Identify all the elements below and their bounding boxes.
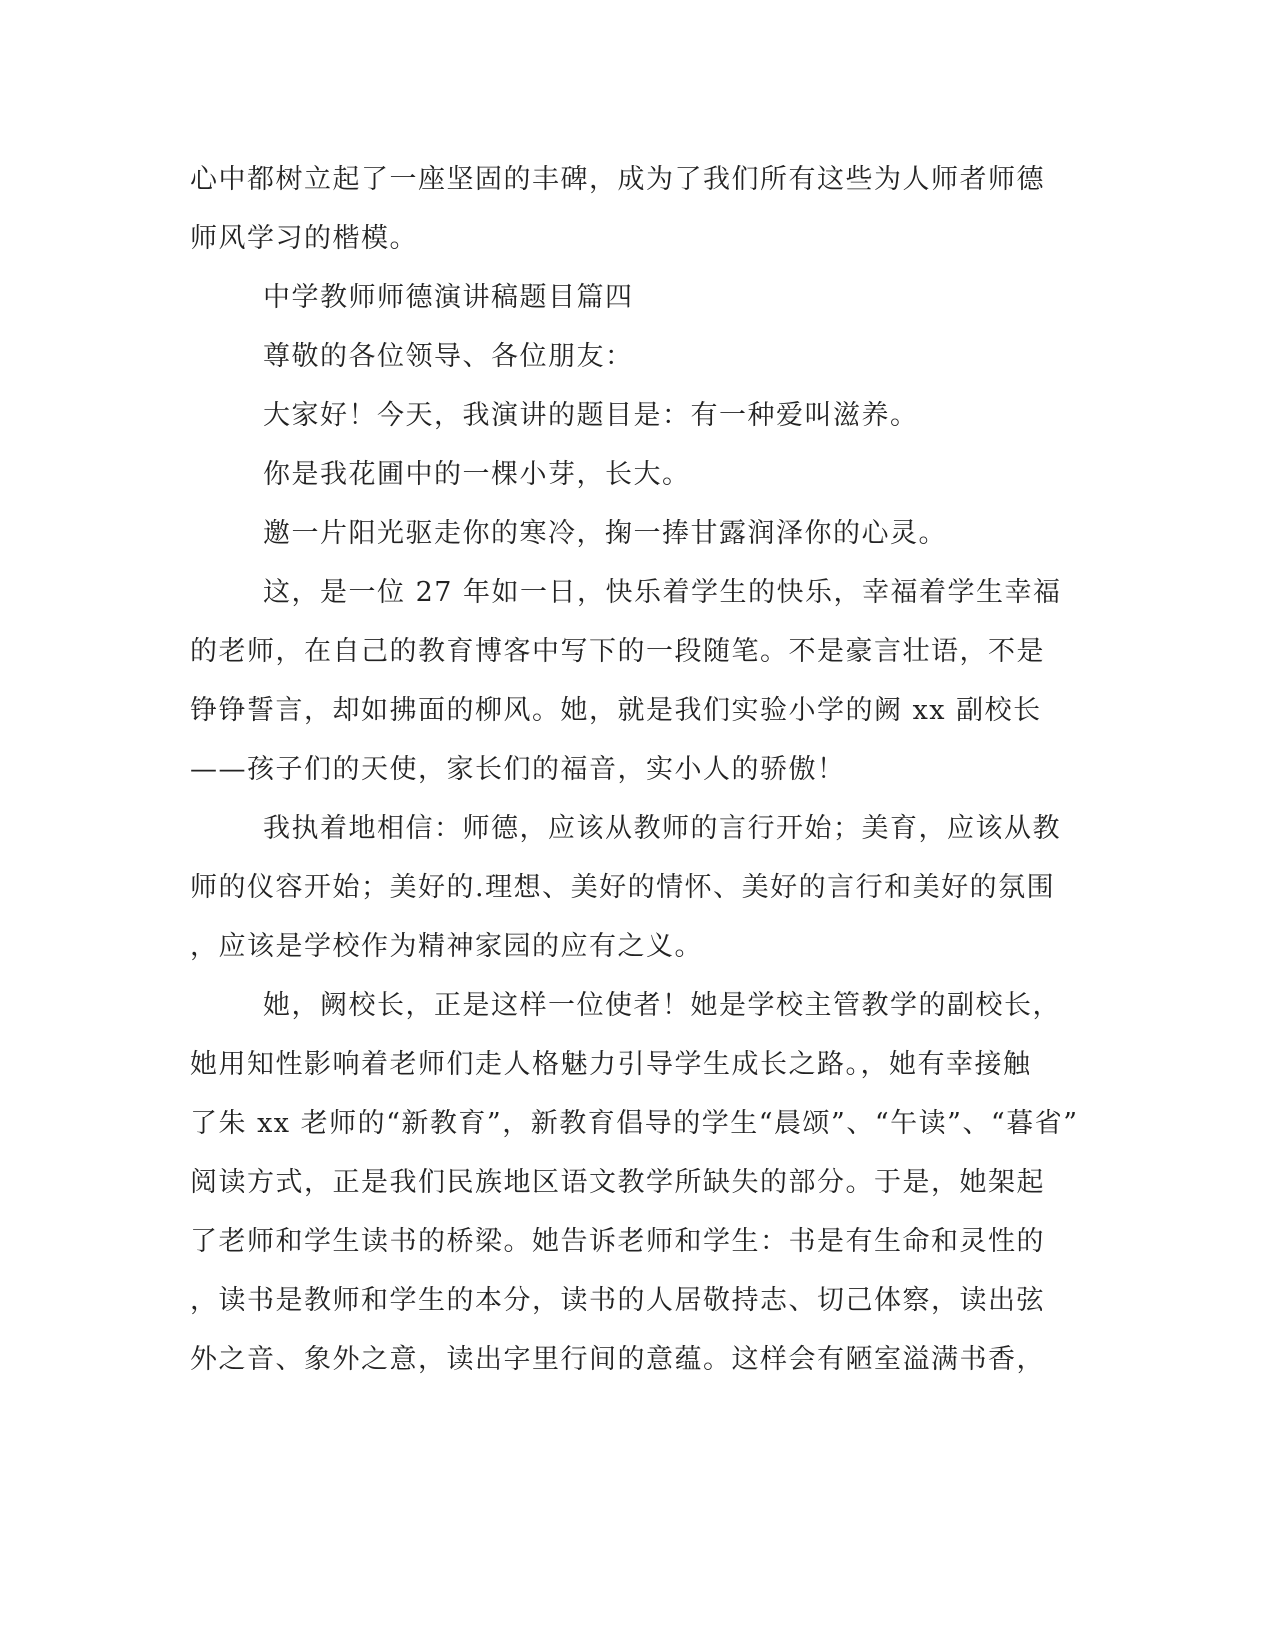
text-line: 邀一片阳光驱走你的寒冷，掬一捧甘露润泽你的心灵。 xyxy=(263,518,947,549)
text-line: 铮铮誓言，却如拂面的柳风。她，就是我们实验小学的阙 xx 副校长 xyxy=(190,695,1042,726)
text-line: 我执着地相信：师德，应该从教师的言行开始；美育，应该从教 xyxy=(263,813,1061,844)
text-line: 师的仪容开始；美好的.理想、美好的情怀、美好的言行和美好的氛围 xyxy=(190,872,1056,903)
salutation: 尊敬的各位领导、各位朋友： xyxy=(263,341,634,372)
text-line: 师风学习的楷模。 xyxy=(190,223,418,254)
text-line: ——孩子们的天使，家长们的福音，实小人的骄傲！ xyxy=(190,754,846,785)
text-line: 了老师和学生读书的桥梁。她告诉老师和学生：书是有生命和灵性的 xyxy=(190,1226,1045,1257)
text-line: 外之音、象外之意，读出字里行间的意蕴。这样会有陋室溢满书香， xyxy=(190,1344,1045,1375)
text-line: 她用知性影响着老师们走人格魅力引导学生成长之路。，她有幸接触 xyxy=(190,1049,1032,1080)
text-line: 心中都树立起了一座坚固的丰碑，成为了我们所有这些为人师者师德 xyxy=(190,164,1045,195)
text-line: 阅读方式，正是我们民族地区语文教学所缺失的部分。于是，她架起 xyxy=(190,1167,1045,1198)
text-line: 了朱 xx 老师的“新教育”，新教育倡导的学生“晨颂”、“午读”、“暮省” xyxy=(190,1108,1079,1139)
section-heading: 中学教师师德演讲稿题目篇四 xyxy=(263,282,634,313)
text-line: 她，阙校长，正是这样一位使者！她是学校主管教学的副校长， xyxy=(263,990,1061,1021)
text-line: 大家好！今天，我演讲的题目是：有一种爱叫滋养。 xyxy=(263,400,919,431)
text-line: ，读书是教师和学生的本分，读书的人居敬持志、切己体察，读出弦 xyxy=(190,1285,1045,1316)
text-line: 的老师，在自己的教育博客中写下的一段随笔。不是豪言壮语，不是 xyxy=(190,636,1045,667)
text-line: 这，是一位 27 年如一日，快乐着学生的快乐，幸福着学生幸福 xyxy=(263,577,1062,608)
text-line: ，应该是学校作为精神家园的应有之义。 xyxy=(190,931,703,962)
text-line: 你是我花圃中的一棵小芽，长大。 xyxy=(263,459,691,490)
